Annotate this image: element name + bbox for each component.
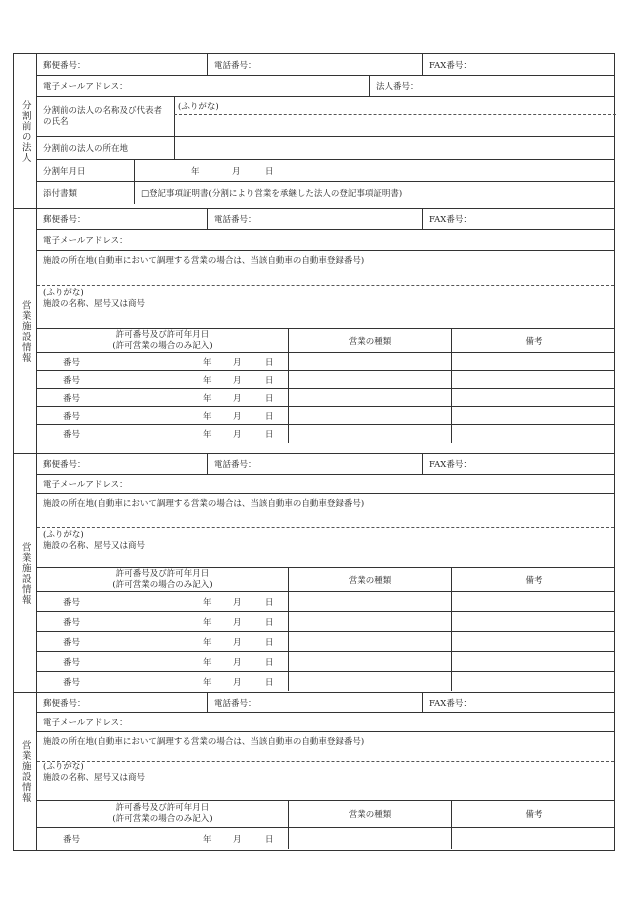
field-label: 年 [203,375,212,386]
field-label: 番号 [63,393,81,404]
field-label: 年 [203,834,212,845]
table-cell[interactable] [37,425,288,443]
field-label: 許可番号及び許可年月日 [115,568,210,579]
facility-name-field[interactable] [37,286,616,328]
split-date-label [37,160,134,181]
field-label: 番号 [63,637,81,648]
field-label: □登記事項証明書(分割により営業を承継した法人の登記事項証明書) [141,189,403,199]
permit-row[interactable] [37,353,614,371]
field-label: 月 [233,357,242,368]
field-label: 分割前の法人の所在地 [43,144,129,154]
facility-name-label: 施設の名称、屋号又は商号 [43,541,146,551]
field-label: 番号 [63,430,81,440]
field-label: 電子メールアドレス： [43,480,128,490]
table-cell[interactable] [288,592,451,611]
field-label: 郵便番号： [43,215,86,225]
field-label: 日 [265,597,274,608]
field-label: 日 [265,677,274,688]
facility-name-label: 施設の名称、屋号又は商号 [43,299,146,309]
field-label: 番号 [63,657,81,668]
remarks-header [451,329,616,352]
email-field[interactable] [37,230,616,250]
permit-row[interactable] [37,389,614,407]
field-label: 日 [265,411,274,422]
field-label: 日 [265,357,274,368]
table-cell[interactable] [37,371,288,388]
section-label [14,454,37,692]
corporate-number-field[interactable] [369,76,616,96]
field-label: 電話番号： [214,215,257,225]
table-cell[interactable] [288,407,451,424]
section-label [14,209,37,453]
table-cell[interactable] [37,389,288,406]
field-label: 月 [233,617,242,628]
business-type-header [288,568,451,591]
furigana-label: (ふりがな) [43,288,84,298]
table-cell[interactable] [37,672,288,691]
field-label: 許可番号及び許可年月日 [115,803,210,813]
field-label: 郵便番号： [43,60,86,71]
table-cell[interactable] [451,353,616,370]
facility-name-label: 施設の名称、屋号又は商号 [43,773,146,783]
table-cell[interactable] [451,592,616,611]
field-label: 日 [265,617,274,628]
permit-row[interactable] [37,672,614,691]
field-label: 備考 [525,336,543,347]
field-label: 月 [232,166,241,177]
phone-field[interactable] [207,209,422,229]
table-cell[interactable] [37,632,288,651]
table-cell[interactable] [37,353,288,370]
email-field[interactable] [37,76,369,96]
field-label: 電子メールアドレス： [43,236,128,246]
table-cell[interactable] [451,632,616,651]
table-cell[interactable] [288,612,451,631]
field-label: 分割年月日 [43,166,86,177]
field-label: 備考 [525,810,543,820]
field-label: 月 [233,411,242,422]
postal-code-field[interactable] [37,693,207,712]
furigana-label: (ふりがな) [43,762,84,772]
phone-field[interactable] [207,54,422,75]
field-label: 電話番号： [214,460,257,470]
field-label: 電子メールアドレス： [43,82,128,92]
facility-location-field[interactable] [37,251,616,285]
table-cell[interactable] [288,652,451,671]
phone-field[interactable] [207,454,422,474]
field-label: 郵便番号： [43,460,86,470]
field-label: 月 [233,430,242,440]
facility-location-field[interactable] [37,732,616,761]
fax-field[interactable] [422,54,616,75]
furigana-label: (ふりがな) [178,102,219,112]
table-cell[interactable] [37,592,288,611]
pre-split-address-field[interactable] [174,137,616,159]
pre-split-name-field[interactable] [174,97,616,136]
table-cell[interactable] [37,652,288,671]
furigana-label: (ふりがな) [43,530,84,540]
table-cell[interactable] [288,425,451,443]
field-label: 日 [265,430,274,440]
pre-split-address-label [37,137,174,159]
table-cell[interactable] [288,672,451,691]
postal-code-field[interactable] [37,209,207,229]
permit-header [37,329,288,352]
business-type-header [288,329,451,352]
facility-location-field[interactable] [37,494,616,527]
field-label: 施設の所在地(自動車において調理する営業の場合は、当該自動車の自動車登録番号) [43,499,365,509]
table-cell[interactable] [451,371,616,388]
facility-info-section-2 [13,454,615,693]
table-cell[interactable] [451,672,616,691]
table-cell[interactable] [451,652,616,671]
permit-row[interactable] [37,612,614,632]
field-label: 許可番号及び許可年月日 [115,329,210,340]
field-label: 営業の種類 [348,810,392,820]
field-label: 月 [233,375,242,386]
email-field[interactable] [37,713,616,731]
permit-row[interactable] [37,592,614,612]
section-label [14,693,37,850]
email-field[interactable] [37,475,616,493]
postal-code-field[interactable] [37,454,207,474]
field-label: 月 [233,393,242,404]
field-label: 営業施設情報 [19,299,31,363]
attachments-label [37,182,134,204]
facility-info-section-3 [13,693,615,851]
field-label: 営業の種類 [348,336,392,347]
field-label: 年 [203,637,212,648]
field-label: 月 [233,834,242,845]
fax-field[interactable] [422,693,616,712]
field-label: 番号 [63,677,81,688]
permit-row[interactable] [37,407,614,425]
table-cell[interactable] [451,425,616,443]
permit-row[interactable] [37,371,614,389]
field-label: FAX番号： [429,215,472,225]
permit-row[interactable] [37,632,614,652]
field-label: (許可営業の場合のみ記入) [112,579,213,590]
field-label: 分割前の法人 [19,99,31,163]
remarks-header [451,568,616,591]
table-cell[interactable] [37,612,288,631]
field-label: 日 [265,637,274,648]
table-cell[interactable] [288,828,451,849]
field-label: 番号 [63,597,81,608]
permit-row[interactable] [37,425,614,443]
field-label: 番号 [63,834,81,845]
field-label: 営業の種類 [348,575,392,586]
field-label: 年 [203,411,212,422]
pre-split-name-label [37,97,174,136]
phone-field[interactable] [207,693,422,712]
table-cell[interactable] [288,632,451,651]
field-label: (許可営業の場合のみ記入) [112,340,213,351]
field-label: 分割前の法人の名称及び代表者の氏名 [43,105,163,127]
field-label: FAX番号： [429,698,472,709]
pre-split-corporation-section [13,54,615,209]
field-label: 備考 [525,575,543,586]
field-label: 日 [265,166,274,177]
fax-field[interactable] [422,454,616,474]
field-label: 電話番号： [214,698,257,709]
field-label: 年 [203,430,212,440]
permit-row[interactable] [37,828,614,849]
facility-name-field[interactable] [37,528,616,567]
facility-info-section-1 [13,209,615,454]
facility-name-field[interactable] [37,762,616,800]
field-label: 月 [233,597,242,608]
remarks-header [451,801,616,827]
field-label: 施設の所在地(自動車において調理する営業の場合は、当該自動車の自動車登録番号) [43,256,365,266]
field-label: 番号 [63,411,81,422]
field-label: 番号 [63,375,81,386]
field-label: 郵便番号： [43,698,86,709]
table-cell[interactable] [451,612,616,631]
section-label [14,54,37,208]
field-label: 日 [265,393,274,404]
field-label: 日 [265,657,274,668]
field-label: FAX番号： [429,460,472,470]
field-label: 年 [203,617,212,628]
field-label: 月 [233,637,242,648]
table-cell[interactable] [451,407,616,424]
field-label: 日 [265,834,274,845]
table-cell[interactable] [288,353,451,370]
table-cell[interactable] [451,389,616,406]
field-label: 年 [203,677,212,688]
field-label: FAX番号： [429,60,472,71]
field-label: 年 [203,357,212,368]
field-label: 添付書類 [43,189,78,199]
field-label: 年 [203,657,212,668]
table-cell[interactable] [288,371,451,388]
field-label: 月 [233,657,242,668]
field-label: 番号 [63,357,81,368]
field-label: 営業施設情報 [19,541,31,605]
field-label: 年 [203,393,212,404]
field-label: 年 [191,166,200,177]
attachment-checkbox-item[interactable] [134,182,616,204]
field-label: 法人番号： [376,82,419,92]
table-cell[interactable] [451,828,616,849]
table-cell[interactable] [37,407,288,424]
furigana-divider [174,114,616,115]
table-cell[interactable] [37,828,288,849]
field-label: 施設の所在地(自動車において調理する営業の場合は、当該自動車の自動車登録番号) [43,737,365,747]
field-label: 営業施設情報 [19,740,31,803]
permit-row[interactable] [37,652,614,672]
field-label: (許可営業の場合のみ記入) [112,814,213,824]
field-label: 月 [233,677,242,688]
application-form [13,53,615,851]
field-label: 電子メールアドレス： [43,718,128,728]
field-label: 日 [265,375,274,386]
field-label: 番号 [63,617,81,628]
field-label: 年 [203,597,212,608]
field-label: 電話番号： [214,60,257,71]
business-type-header [288,801,451,827]
split-date-field[interactable] [134,160,616,181]
table-cell[interactable] [288,389,451,406]
permit-header [37,568,288,591]
postal-code-field[interactable] [37,54,207,75]
fax-field[interactable] [422,209,616,229]
permit-header [37,801,288,827]
